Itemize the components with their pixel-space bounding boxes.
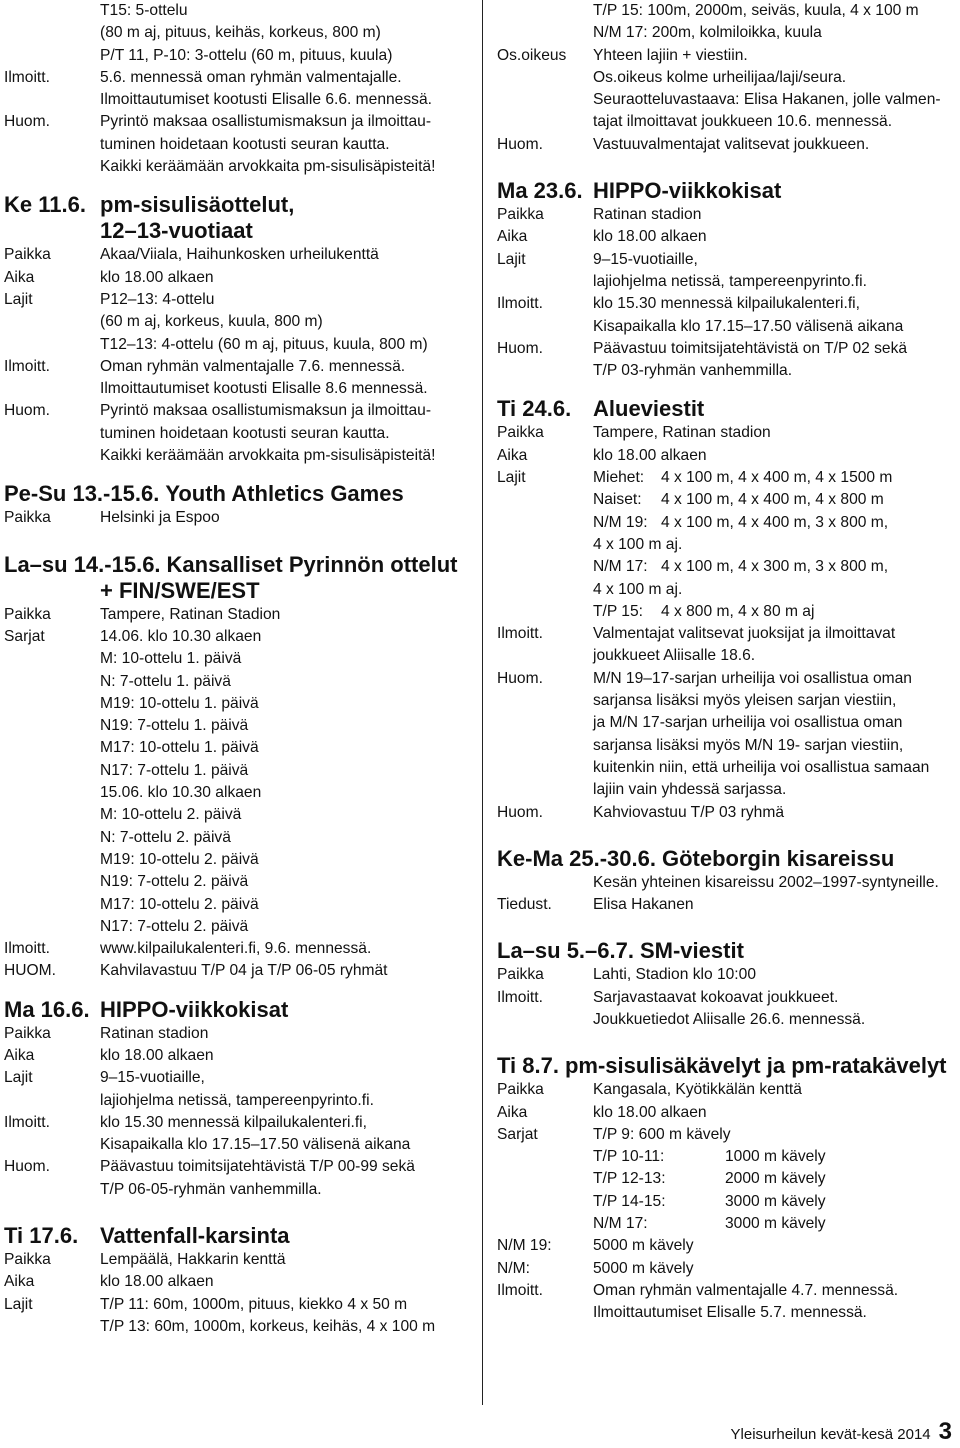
line: T/P 15: 100m, 2000m, seiväs, kuula, 4 x 100 m (593, 2, 919, 19)
event-date: Ma 23.6. (497, 178, 583, 204)
note: Kahviovastuu T/P 03 ryhmä (593, 803, 784, 821)
series-line: M: 10-ottelu 2. päivä (100, 806, 242, 824)
event-ke-11-6 (4, 192, 474, 467)
events: lajiohjelma netissä, tampereenpyrinto.fi. (100, 1091, 374, 1109)
events: T/P 13: 60m, 1000m, korkeus, keihäs, 4 x 100 m (100, 1317, 436, 1335)
line: N/M 17: 200m, kolmiloikka, kuula (593, 24, 822, 42)
field-label: Aika (497, 228, 528, 246)
field-label: Ilmoitt. (497, 295, 543, 313)
line: T15: 5-ottelu (100, 2, 188, 19)
registration: Sarjavastaavat kokoavat joukkueet. (593, 988, 839, 1006)
field-label: Ilmoitt. (4, 1113, 50, 1131)
series-line: N: 7-ottelu 1. päivä (100, 672, 231, 690)
event-date: Pe-Su 13.-15.6. (4, 481, 160, 507)
relay-group: Naiset: (593, 491, 642, 509)
event-la-su-14-15-6 (4, 552, 474, 983)
event-date: La–su 14.-15.6. (4, 551, 161, 577)
field-label: Paikka (4, 1251, 51, 1269)
relay-events: 4 x 800 m, 4 x 80 m aj (661, 602, 815, 620)
field-label: Lajit (4, 290, 33, 308)
field-label: Ilmoitt. (4, 68, 50, 86)
field-label: Paikka (4, 1024, 51, 1042)
field-label: N/M 19: (497, 1237, 552, 1255)
walk-distance: 2000 m kävely (725, 1170, 826, 1188)
page-footer (731, 1418, 952, 1446)
field-label: Huom. (4, 1158, 50, 1176)
field-label: N/M: (497, 1259, 530, 1277)
events: 9–15-vuotiaille, (100, 1069, 205, 1087)
description: Kesän yhteinen kisareissu 2002–1997-syntyneille. (593, 873, 939, 891)
time: klo 18.00 alkaen (100, 1273, 214, 1291)
event-date: Ti 8.7. (497, 1053, 559, 1079)
event-title: pm-sisulisäkävelyt ja pm-ratakävelyt (564, 1053, 947, 1079)
field-label: Lajit (4, 1295, 33, 1313)
event-date: Ke 11.6. (4, 192, 86, 218)
field-label: Aika (497, 1103, 528, 1121)
field-label: HUOM. (4, 962, 56, 980)
line: tajat ilmoittavat joukkueen 10.6. mennessä. (593, 113, 893, 131)
event-title: HIPPO-viikkokisat (100, 996, 289, 1022)
registration: Kisapaikalla klo 17.15–17.50 välisenä aikana (100, 1136, 411, 1154)
event-title: Alueviestit (593, 396, 705, 422)
field-label: Huom. (497, 803, 543, 821)
event-ma-23-6 (497, 178, 957, 382)
registration: Ilmoittautumiset kootusti Elisalle 8.6 mennessä. (100, 380, 428, 398)
series-line: 15.06. klo 10.30 alkaen (100, 784, 262, 802)
note: kuitenkin niin, että urheilija voi osallistua samaan (593, 758, 930, 776)
note: Kahvilavastuu T/P 04 ja T/P 06-05 ryhmät (100, 962, 388, 980)
field-label: Paikka (497, 424, 544, 442)
walk-distance: 3000 m kävely (725, 1215, 826, 1233)
registration: klo 15.30 mennessä kilpailukalenteri.fi, (593, 295, 860, 313)
event-title: HIPPO-viikkokisat (593, 178, 782, 204)
time: klo 18.00 alkaen (100, 268, 214, 286)
registration: www.kilpailukalenteri.fi, 9.6. mennessä. (100, 940, 372, 958)
relay-events: 4 x 100 m, 4 x 400 m, 3 x 800 m, (661, 513, 889, 531)
relay-events: 4 x 100 m aj. (593, 535, 683, 553)
events: P12–13: 4-ottelu (100, 290, 215, 308)
walk-series: T/P 12-13: (593, 1170, 666, 1188)
contact: Elisa Hakanen (593, 896, 694, 914)
series-line: M19: 10-ottelu 2. päivä (100, 850, 259, 868)
note: tuminen hoidetaan kootusti seuran kautta. (100, 424, 390, 442)
field-label: Sarjat (497, 1125, 538, 1143)
event-date: Ti 24.6. (497, 396, 572, 422)
event-date: Ma 16.6. (4, 996, 90, 1022)
line: Ilmoittautumiset kootusti Elisalle 6.6. mennessä. (100, 91, 432, 109)
note: M/N 19–17-sarjan urheilija voi osallistua oman (593, 669, 912, 687)
event-title: SM-viestit (639, 938, 744, 964)
relay-events: 4 x 100 m aj. (593, 580, 683, 598)
field-label: Paikka (4, 246, 51, 264)
event-title: Göteborgin kisareissu (661, 845, 895, 871)
field-label: Huom. (497, 669, 543, 687)
walk-series: N/M 17: (593, 1215, 648, 1233)
series-line: M17: 10-ottelu 2. päivä (100, 895, 259, 913)
line: Os.oikeus kolme urheilijaa/laji/seura. (593, 68, 847, 86)
note: lajiin vain yhdessä sarjassa. (593, 781, 787, 799)
event-ma-16-6 (4, 997, 474, 1201)
field-label: Ilmoitt. (4, 357, 50, 375)
field-label: Paikka (4, 605, 51, 623)
events: 9–15-vuotiaille, (593, 250, 698, 268)
field-label: Aika (4, 268, 35, 286)
walk-series: T/P 14-15: (593, 1192, 666, 1210)
line: Kaikki keräämään arvokkaita pm-sisulisäpisteitä! (100, 158, 436, 176)
venue: Ratinan stadion (100, 1024, 209, 1042)
registration: Oman ryhmän valmentajalle 4.7. mennessä. (593, 1281, 899, 1299)
left-column (4, 0, 474, 1338)
note: T/P 06-05-ryhmän vanhemmilla. (100, 1180, 322, 1198)
venue: Lahti, Stadion klo 10:00 (593, 966, 756, 984)
events: lajiohjelma netissä, tampereenpyrinto.fi. (593, 272, 867, 290)
field-label: Lajit (497, 250, 526, 268)
walk-series: T/P 10-11: (593, 1148, 665, 1166)
note: sarjansa lisäksi myös M/N 19- sarjan viestiin, (593, 736, 904, 754)
registration: Oman ryhmän valmentajalle 7.6. mennessä. (100, 357, 406, 375)
relay-group: N/M 19: (593, 513, 648, 531)
note: Kaikki keräämään arvokkaita pm-sisulisäpisteitä! (100, 447, 436, 465)
field-label: Huom. (497, 339, 543, 357)
registration: Valmentajat valitsevat juoksijat ja ilmoittavat (593, 625, 896, 643)
relay-events: 4 x 100 m, 4 x 400 m, 4 x 1500 m (661, 469, 893, 487)
line: 5.6. mennessä oman ryhmän valmentajalle. (100, 68, 402, 86)
field-label: Os.oikeus (497, 46, 567, 64)
event-la-su-5-6-7 (497, 938, 957, 1031)
registration: klo 15.30 mennessä kilpailukalenteri.fi, (100, 1113, 367, 1131)
field-label: Sarjat (4, 627, 45, 645)
event-date: Ke-Ma 25.-30.6. (497, 845, 656, 871)
series-line: N17: 7-ottelu 2. päivä (100, 917, 249, 935)
field-label: Huom. (497, 135, 543, 153)
series-line: N: 7-ottelu 2. päivä (100, 828, 231, 846)
venue: Kangasala, Kyötikkälän kenttä (593, 1081, 802, 1099)
registration: Kisapaikalla klo 17.15–17.50 välisenä aikana (593, 317, 904, 335)
field-label: Lajit (497, 469, 526, 487)
line: Vastuuvalmentajat valitsevat joukkueen. (593, 135, 870, 153)
column-divider (482, 0, 483, 1405)
relay-events: 4 x 100 m, 4 x 400 m, 4 x 800 m (661, 491, 884, 509)
field-label: Aika (4, 1046, 35, 1064)
field-label: Paikka (497, 1081, 544, 1099)
relay-group: Miehet: (593, 469, 645, 487)
event-ti-8-7 (497, 1053, 957, 1324)
event-title-2: 12–13-vuotiaat (100, 218, 253, 244)
series-line: M: 10-ottelu 1. päivä (100, 650, 242, 668)
registration: joukkueet Aliisalle 18.6. (593, 647, 756, 665)
venue: Tampere, Ratinan stadion (593, 424, 771, 442)
time: klo 18.00 alkaen (593, 228, 707, 246)
note: ja M/N 17-sarjan urheilija voi osallistua oman (593, 714, 903, 732)
venue: Tampere, Ratinan Stadion (100, 605, 281, 623)
note: sarjansa lisäksi myös yleisen sarjan viestiin, (593, 692, 897, 710)
venue: Ratinan stadion (593, 206, 702, 224)
events: (60 m aj, korkeus, kuula, 800 m) (100, 313, 323, 331)
event-date: Ti 17.6. (4, 1223, 79, 1249)
line: (80 m aj, pituus, keihäs, korkeus, 800 m) (100, 24, 381, 42)
walk-distance: 3000 m kävely (725, 1192, 826, 1210)
line: Pyrintö maksaa osallistumismaksun ja ilmoittau- (100, 113, 432, 131)
event-pe-su-13-15-6 (4, 481, 474, 529)
field-label: Tiedust. (497, 896, 552, 914)
time: klo 18.00 alkaen (593, 446, 707, 464)
event-title-2: + FIN/SWE/EST (100, 577, 260, 603)
field-label: Ilmoitt. (4, 940, 50, 958)
field-label: Ilmoitt. (497, 1281, 543, 1299)
series-line: T/P 9: 600 m kävely (593, 1125, 731, 1143)
line: tuminen hoidetaan kootusti seuran kautta. (100, 135, 390, 153)
registration: Joukkuetiedot Aliisalle 26.6. mennessä. (593, 1010, 866, 1028)
events: T/P 11: 60m, 1000m, pituus, kiekko 4 x 50 m (100, 1295, 408, 1313)
walk-distance: 5000 m kävely (593, 1259, 694, 1277)
event-ti-17-6 (4, 1223, 474, 1338)
note: Päävastuu toimitsijatehtävistä T/P 00-99 sekä (100, 1158, 415, 1176)
field-label: Aika (497, 446, 528, 464)
relay-group: N/M 17: (593, 558, 648, 576)
event-ti-24-6 (497, 396, 957, 823)
line: Seuraotteluvastaava: Elisa Hakanen, jolle valmen- (593, 91, 941, 109)
note: Päävastuu toimitsijatehtävistä on T/P 02 sekä (593, 339, 908, 357)
series-line: N17: 7-ottelu 1. päivä (100, 761, 249, 779)
relay-events: 4 x 100 m, 4 x 300 m, 3 x 800 m, (661, 558, 889, 576)
event-title: pm-sisulisäottelut, (100, 192, 295, 218)
event-title: Kansalliset Pyrinnön ottelut (166, 551, 458, 577)
field-label: Lajit (4, 1069, 33, 1087)
event-title: Youth Athletics Games (165, 481, 404, 507)
time: klo 18.00 alkaen (593, 1103, 707, 1121)
note: T/P 03-ryhmän vanhemmilla. (593, 362, 793, 380)
field-label: Paikka (497, 966, 544, 984)
line: P/T 11, P-10: 3-ottelu (60 m, pituus, kuula) (100, 46, 393, 64)
venue: Helsinki ja Espoo (100, 509, 220, 527)
field-label: Ilmoitt. (497, 988, 543, 1006)
right-column (497, 0, 957, 1325)
venue: Lempäälä, Hakkarin kenttä (100, 1251, 286, 1269)
events: T12–13: 4-ottelu (60 m aj, pituus, kuula, 800 m) (100, 335, 428, 353)
field-label: Huom. (4, 113, 50, 131)
field-label: Paikka (4, 509, 51, 527)
relay-group: T/P 15: (593, 602, 643, 620)
page-number: 3 (938, 1418, 952, 1445)
field-label: Huom. (4, 402, 50, 420)
walk-distance: 5000 m kävely (593, 1237, 694, 1255)
event-date: La–su 5.–6.7. (497, 938, 634, 964)
series-line: M19: 10-ottelu 1. päivä (100, 694, 259, 712)
time: klo 18.00 alkaen (100, 1046, 214, 1064)
series-line: M17: 10-ottelu 1. päivä (100, 739, 259, 757)
field-label: Ilmoitt. (497, 625, 543, 643)
registration: Ilmoittautumiset Elisalle 5.7. mennessä. (593, 1304, 867, 1322)
venue: Akaa/Viiala, Haihunkosken urheilukenttä (100, 246, 379, 264)
field-label: Paikka (497, 206, 544, 224)
footer-publication: Yleisurheilun kevät-kesä 2014 (730, 1426, 931, 1443)
field-label: Aika (4, 1273, 35, 1291)
series-line: N19: 7-ottelu 2. päivä (100, 873, 249, 891)
series-line: N19: 7-ottelu 1. päivä (100, 717, 249, 735)
walk-distance: 1000 m kävely (725, 1148, 826, 1166)
line: Yhteen lajiin + viestiin. (593, 46, 748, 64)
event-title: Vattenfall-karsinta (100, 1223, 290, 1249)
series-line: 14.06. klo 10.30 alkaen (100, 627, 262, 645)
note: Pyrintö maksaa osallistumismaksun ja ilmoittau- (100, 402, 432, 420)
event-ke-ma-25-30-6 (497, 846, 957, 917)
